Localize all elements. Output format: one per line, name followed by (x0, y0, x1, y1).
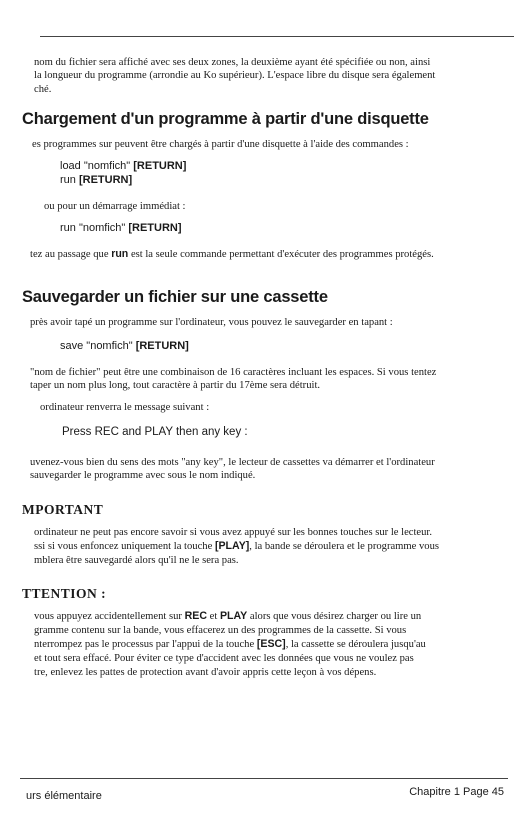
intro-line-3: ché. (34, 84, 52, 95)
important-line-1: ordinateur ne peut pas encore savoir si vous avez appuyé sur les bonnes touches sur le lecteur. (34, 527, 433, 538)
important-title: MPORTANT (22, 502, 104, 517)
command-run-key: [RETURN] (78, 174, 133, 186)
command-run-text: run (60, 174, 76, 186)
command-load-key: [RETURN] (133, 160, 187, 172)
attention-line1-mid: et (209, 611, 218, 622)
note-pre: tez au passage que (30, 249, 109, 260)
attention-line1-pre: vous appuyez accidentellement sur (34, 611, 182, 622)
important-line-2 (34, 540, 500, 554)
command-run-nomfich-text: run "nomfich" (60, 222, 126, 234)
section2-msg-intro: ordinateur renverra le message suivant : (40, 402, 210, 413)
section2-para2-line2: sauvegarder le programme avec sous le nom indiqué. (30, 470, 256, 481)
section1-note (30, 248, 500, 262)
note-keyword: run (111, 248, 129, 260)
command-load (60, 160, 186, 174)
attention-key-rec: REC (184, 610, 207, 622)
important-line-3: mblera être sauvegardé alors qu'il ne le sera pas. (34, 555, 239, 566)
attention-line1-post: alors que vous désirez charger ou lire un (249, 611, 422, 622)
important-line2-post: , la bande se déroulera et le programme vous (249, 541, 440, 552)
section2-para1-line2: taper un nom plus long, tout caractère à partir du 17ème sera détruit. (30, 380, 321, 391)
intro-line-1: nom du fichier sera affiché avec ses deux zones, la deuxième ayant été spécifiée ou non, ainsi (34, 57, 431, 68)
attention-key-esc: [ESC] (256, 638, 286, 650)
section2-intro: près avoir tapé un programme sur l'ordinateur, vous pouvez le sauvegarder en tapant : (30, 317, 393, 328)
attention-line3-post: , la cassette se déroulera jusqu'au (285, 639, 426, 650)
attention-title: TTENTION : (22, 586, 107, 601)
command-save-key: [RETURN] (135, 340, 189, 352)
attention-line-3 (34, 638, 500, 652)
command-run-nomfich-key: [RETURN] (128, 222, 182, 234)
command-run (60, 174, 132, 188)
note-post: est la seule commande permettant d'exécuter des programmes protégés. (130, 249, 434, 260)
command-save (60, 340, 189, 354)
section-title-chargement: Chargement d'un programme à partir d'une disquette (22, 110, 429, 128)
top-rule (40, 36, 514, 37)
footer-left: urs élémentaire (26, 790, 102, 802)
attention-line-5: tre, enlevez les pattes de protection avant d'avoir appris cette leçon à vos dépens. (34, 667, 377, 678)
important-key-play: [PLAY] (214, 540, 250, 552)
attention-line-4: et tout sera effacé. Pour éviter ce type d'accident avec les données que vous ne voulez pas (34, 653, 414, 664)
attention-key-play: PLAY (219, 610, 248, 622)
section2-para2-line1: uvenez-vous bien du sens des mots "any key", le lecteur de cassettes va démarrer et l'ordinateur (30, 457, 435, 468)
section-title-sauvegarder: Sauvegarder un fichier sur une cassette (22, 288, 328, 306)
section1-or-line: ou pour un démarrage immédiat : (44, 201, 186, 212)
section1-intro: es programmes sur peuvent être chargés à partir d'une disquette à l'aide des commandes : (32, 139, 409, 150)
command-run-nomfich (60, 222, 182, 236)
important-line2-pre: ssi si vous enfoncez uniquement la touche (34, 541, 213, 552)
section2-para1-line1: "nom de fichier" peut être une combinaison de 16 caractères incluant les espaces. Si vous tentez (30, 367, 437, 378)
system-message: Press REC and PLAY then any key : (62, 426, 248, 438)
footer-page-number: Chapitre 1 Page 45 (409, 786, 504, 798)
attention-line-2: gramme contenu sur la bande, vous effacerez un des programmes de la cassette. Si vous (34, 625, 407, 636)
attention-line3-pre: nterrompez pas le processus par l'appui de la touche (34, 639, 255, 650)
attention-line-1 (34, 610, 500, 624)
command-load-text: load "nomfich" (60, 160, 131, 172)
command-save-text: save "nomfich" (60, 340, 133, 352)
bottom-rule (20, 778, 508, 779)
intro-line-2: la longueur du programme (arrondie au Ko supérieur). L'espace libre du disque sera également (34, 70, 436, 81)
